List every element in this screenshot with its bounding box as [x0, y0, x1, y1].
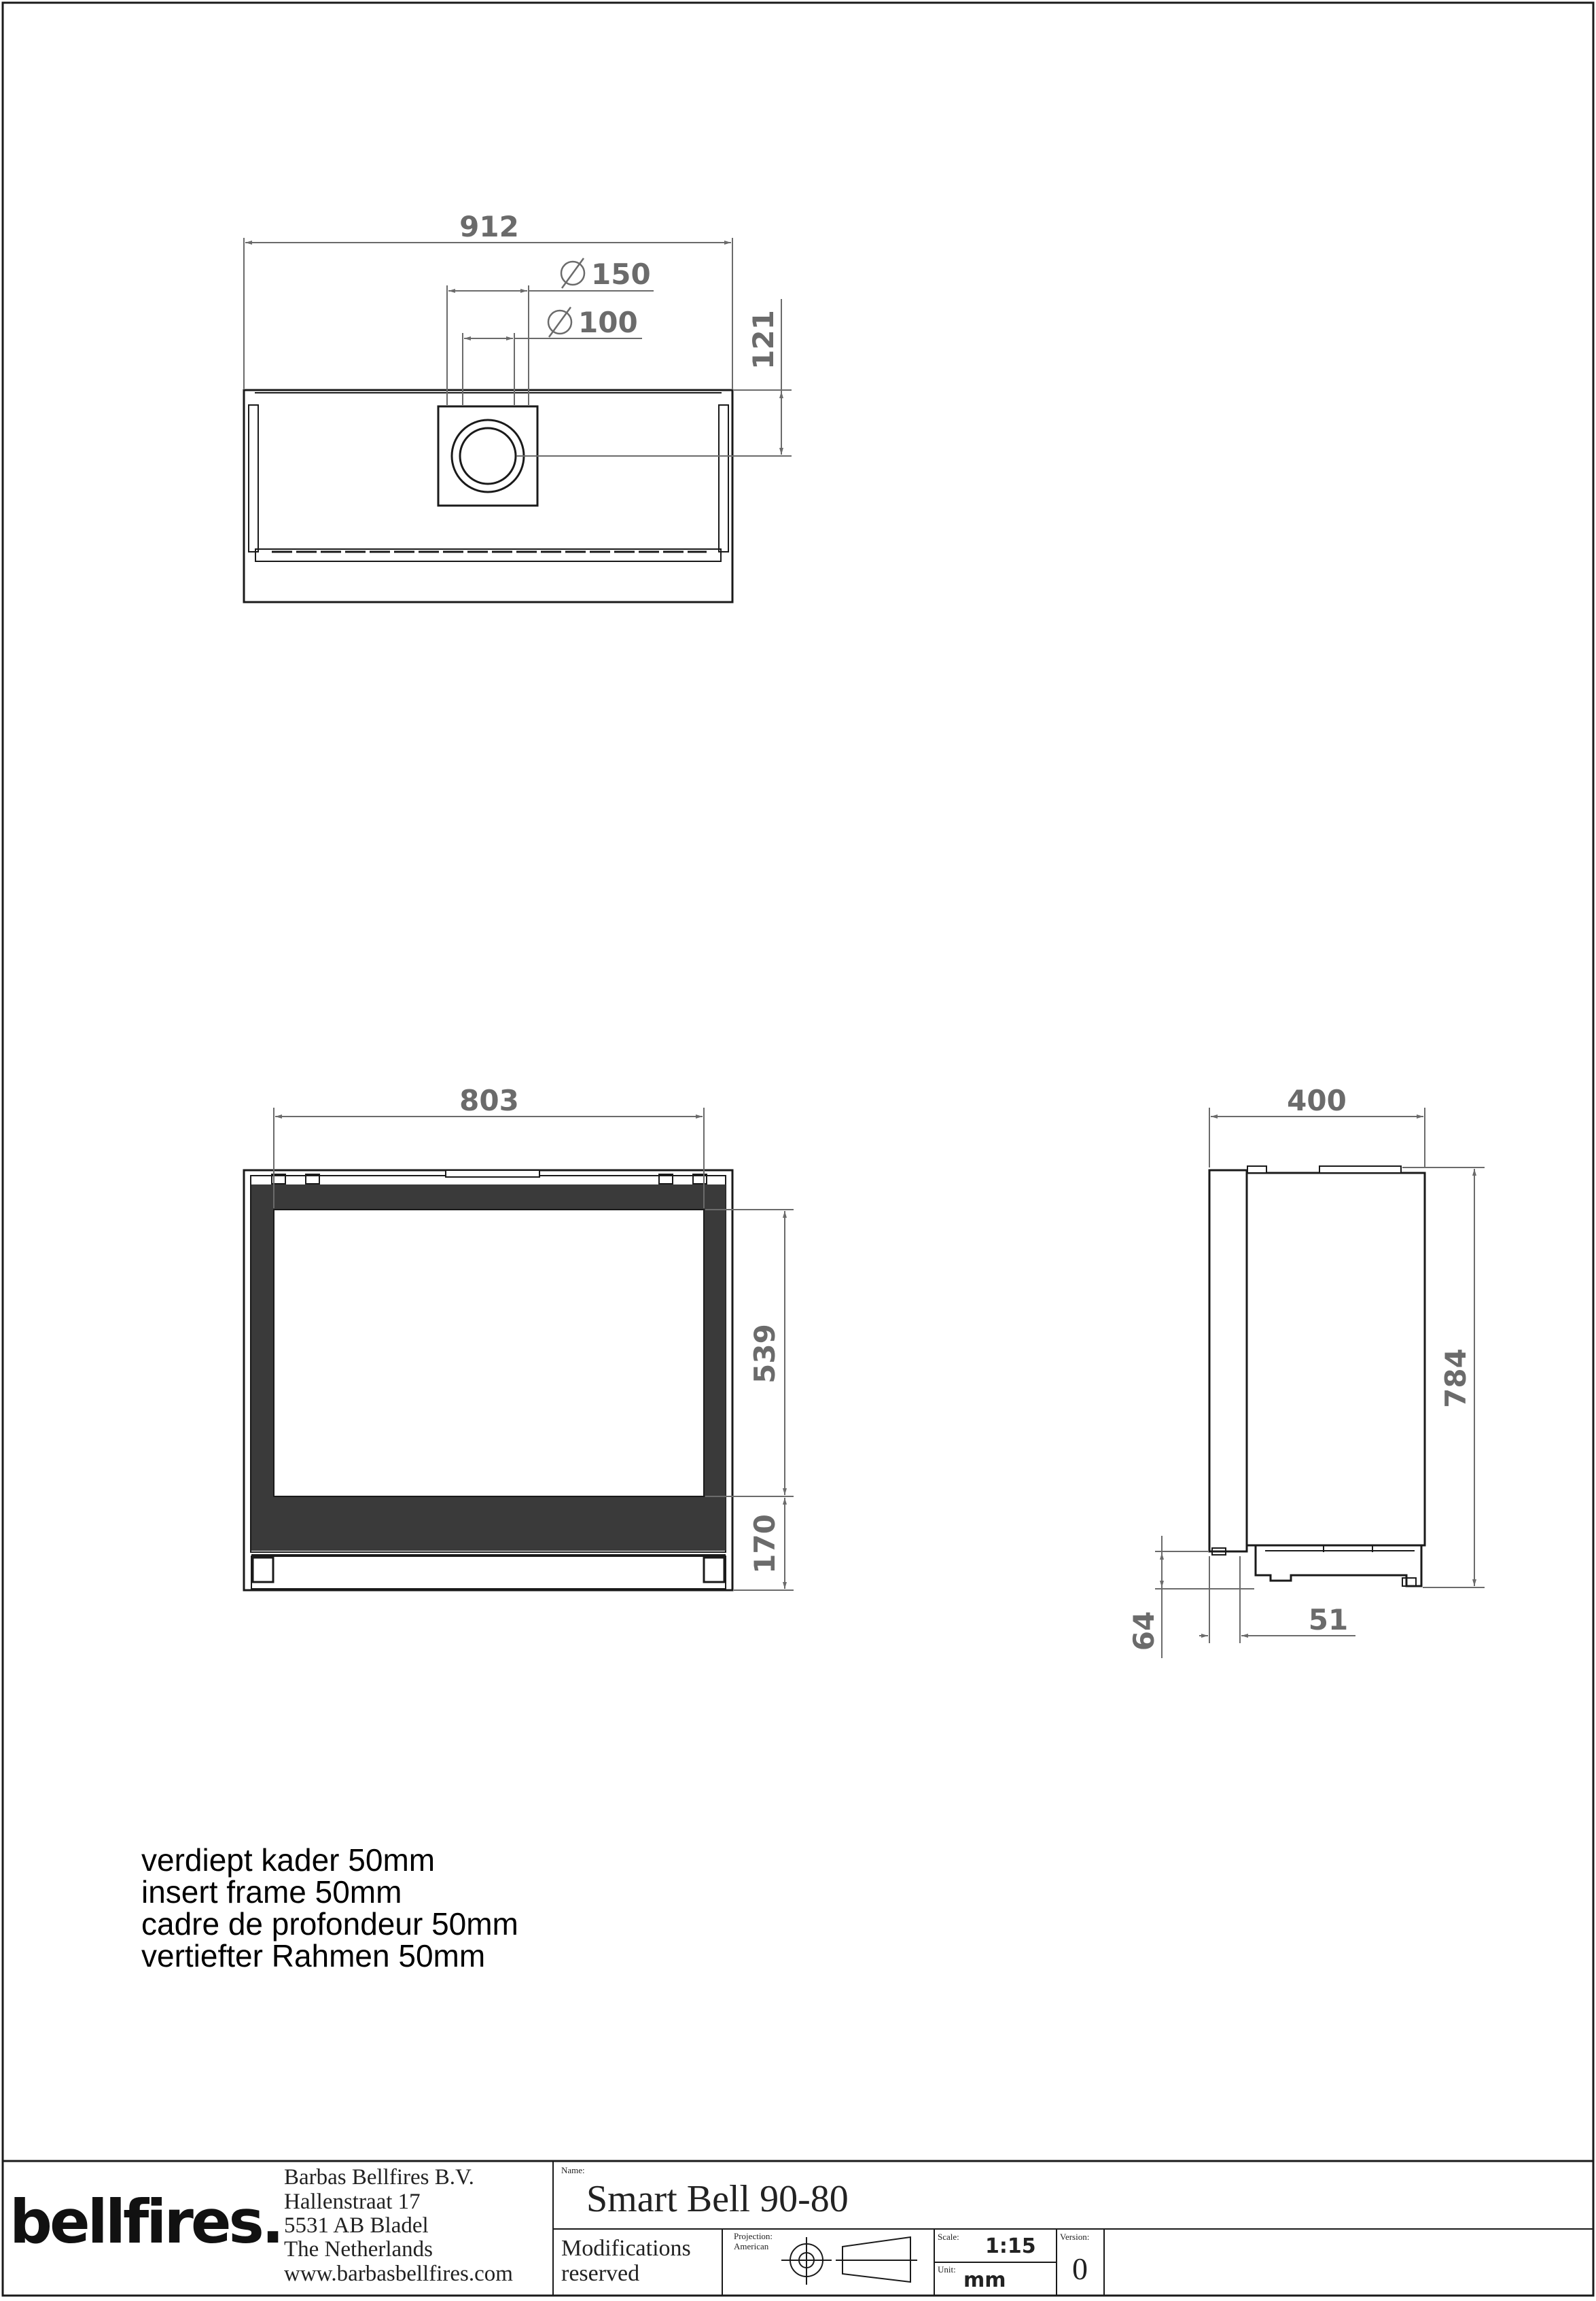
company-postcode: 5531 AB Bladel: [284, 2213, 429, 2238]
unit-caption: Unit:: [938, 2264, 956, 2274]
diameter-symbol-icon: [548, 307, 571, 337]
diameter-symbol-icon: [561, 258, 584, 288]
dim-label-912: 912: [459, 210, 519, 243]
company-street: Hallenstraat 17: [284, 2190, 421, 2214]
glass-panel: [274, 1210, 704, 1496]
dim-label-170: 170: [748, 1514, 781, 1574]
company-name: Barbas Bellfires B.V.: [284, 2165, 474, 2190]
drawing-name: Smart Bell 90-80: [586, 2178, 849, 2220]
version-caption: Version:: [1060, 2232, 1090, 2242]
unit-value: mm: [963, 2268, 1006, 2292]
version-value: 0: [1072, 2251, 1088, 2286]
dim-label-100: 100: [578, 306, 638, 339]
company-website: www.barbasbellfires.com: [284, 2262, 513, 2286]
dim-label-784: 784: [1439, 1348, 1472, 1408]
top-view: [244, 210, 792, 602]
side-view-body: [1247, 1173, 1425, 1545]
dim-label-51: 51: [1308, 1603, 1349, 1636]
note-line-nl: verdiept kader 50mm: [141, 1842, 436, 1878]
dim-label-64: 64: [1127, 1611, 1160, 1651]
scale-value: 1:15: [985, 2234, 1036, 2258]
bellfires-logo: bellfires.: [10, 2187, 282, 2257]
dim-label-803: 803: [459, 1084, 519, 1117]
third-angle-projection-icon: [781, 2237, 917, 2285]
scale-caption: Scale:: [938, 2232, 959, 2242]
note-line-en: insert frame 50mm: [141, 1874, 402, 1910]
side-view: [1127, 1084, 1485, 1658]
dim-label-539: 539: [748, 1324, 781, 1384]
dim-label-121: 121: [747, 310, 780, 370]
name-caption: Name:: [561, 2165, 585, 2175]
dim-label-150: 150: [591, 258, 651, 291]
projection-value: American: [734, 2241, 769, 2251]
dim-label-400: 400: [1287, 1084, 1347, 1117]
company-country: The Netherlands: [284, 2237, 433, 2262]
front-view: [244, 1084, 794, 1590]
projection-caption: Projection:: [734, 2231, 773, 2241]
note-line-de: vertiefter Rahmen 50mm: [141, 1938, 486, 1973]
side-view-frame: [1209, 1170, 1247, 1551]
note-line-fr: cadre de profondeur 50mm: [141, 1906, 518, 1942]
modifications-line1: Modifications: [561, 2236, 691, 2261]
modifications-line2: reserved: [561, 2261, 640, 2286]
